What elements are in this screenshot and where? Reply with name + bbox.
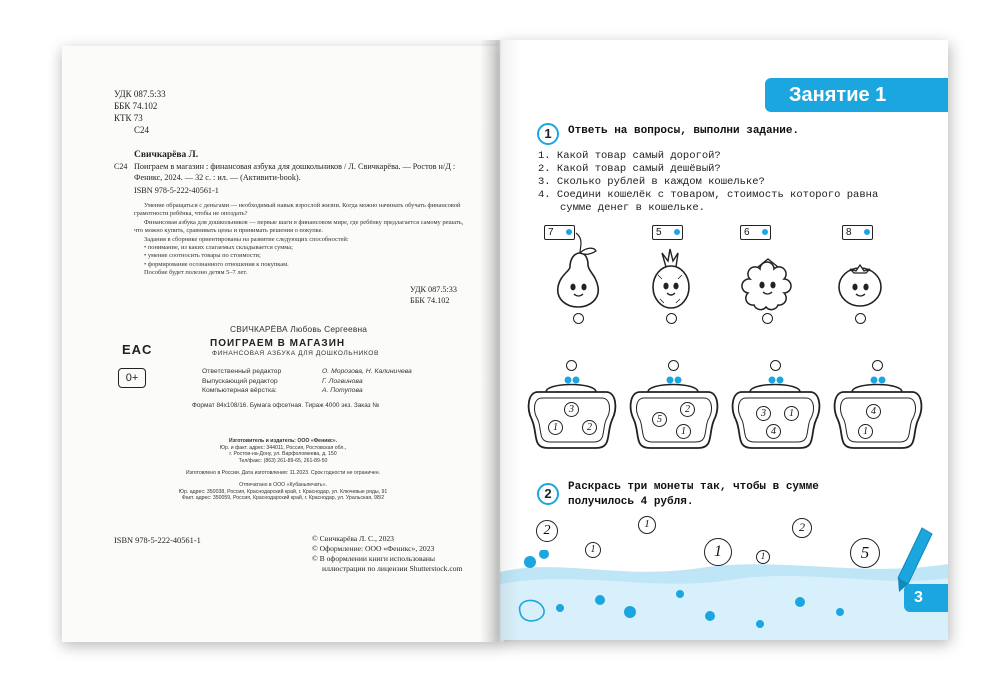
book-title: ПОИГРАЕМ В МАГАЗИН [210, 338, 346, 349]
annotation-paragraph: Пособие будет полезно детям 5–7 лет. [144, 269, 248, 277]
annotation-bullet: • понимание, из каких слагаемых складывается сумма; [144, 244, 293, 252]
catalog-code: С24 [114, 162, 128, 171]
connect-dot [666, 313, 677, 324]
purse [832, 358, 924, 454]
annotation-paragraph: Финансовая азбука для дошкольников — первые шаги в финансовом мире, где ребёнку предлагается самому решать, что можно купить, сравнивать цены и принимать решения о покупке. [134, 218, 464, 235]
task1-questions [538, 150, 908, 215]
coin: 5 [652, 412, 667, 427]
task-number-badge: 2 [537, 483, 559, 505]
lesson-banner [765, 78, 948, 112]
left-page [62, 46, 504, 642]
catalog-entry: Поиграем в магазин : финансовая азбука для дошкольников / Л. Свичкарёва. — Ростов н/Д : Феникс, 2024. — 32 с. : ил. — (Активити-book). [134, 162, 456, 182]
credit-row [202, 386, 452, 396]
product-raspberry [728, 223, 808, 328]
printer-line: Факт. адрес: 350059, Россия, Краснодарский край, г. Краснодар, ул. Уральская, 98/2 [181, 495, 385, 502]
coin[interactable]: 1 [756, 550, 770, 564]
task2-coins [500, 510, 948, 580]
purse-illustration [628, 358, 720, 454]
credit-row [202, 367, 452, 377]
coin: 1 [858, 424, 873, 439]
coin: 4 [766, 424, 781, 439]
price-value: 7 [548, 227, 554, 238]
printer-line: Отпечатано в ООО «Кубаньпечать». [239, 482, 327, 488]
udk-right-code: УДК 087.5:33 [410, 285, 457, 294]
question-item: 1. Какой товар самый дорогой? [538, 150, 721, 162]
credit-role: Выпускающий редактор [202, 377, 278, 385]
credit-name: О. Морозова, Н. Калиничева [322, 368, 412, 375]
udk-block [114, 88, 166, 136]
coin[interactable]: 1 [638, 516, 656, 534]
coin[interactable]: 5 [850, 538, 880, 568]
purse [730, 358, 822, 454]
connect-dot [573, 313, 584, 324]
format-line: Формат 84х108/16. Бумага офсетная. Тираж 4000 экз. Заказ № [192, 402, 380, 409]
made-in-line: Изготовлено в России. Дата изготовления: 11.2023. Срок годности не ограничен. [185, 470, 381, 476]
publisher-block [62, 438, 504, 464]
credit-role: Компьютерная вёрстка: [202, 387, 277, 395]
coin[interactable]: 1 [585, 542, 601, 558]
udk-code: УДК 087.5:33 [114, 89, 166, 99]
isbn-top: ISBN 978-5-222-40561-1 [134, 186, 219, 195]
annotation-bullet: • умение соотносить товары по стоимости; [144, 252, 261, 260]
coin[interactable]: 2 [792, 518, 812, 538]
price-value: 8 [846, 227, 852, 238]
coin: 1 [784, 406, 799, 421]
right-page [500, 40, 948, 640]
pear-illustration [540, 223, 620, 323]
lesson-title: Занятие 1 [789, 84, 887, 106]
publisher-line: Изготовитель и издатель: ООО «Феникс». [228, 438, 338, 444]
publisher-line: Тел/факс: (863) 261-89-65, 261-89-50 [238, 457, 328, 464]
price-value: 5 [656, 227, 662, 238]
products-row [540, 223, 920, 328]
price-value: 6 [744, 227, 750, 238]
question-item: 2. Какой товар самый дешёвый? [538, 163, 721, 175]
product-tomato [822, 223, 902, 328]
credit-name: Г. Логвинова [322, 377, 363, 385]
purse [526, 358, 618, 454]
publisher-line: г. Ростов-на-Дону, ул. Варфоломеева, д. 150 [229, 451, 337, 458]
bbk-right-code: ББК 74.102 [410, 296, 450, 305]
credit-row [202, 377, 452, 387]
printer-line: Юр. адрес: 350038, Россия, Краснодарский край, г. Краснодар, ул. Ключевые ряды, 91 [178, 488, 388, 495]
annotation [134, 202, 464, 278]
task2-heading: Раскрась три монеты так, чтобы в сумме получилось 4 рубля. [568, 481, 819, 508]
task-number-badge: 1 [537, 123, 559, 145]
copyright-block [312, 534, 462, 574]
copyright-line: © Свичкарёва Л. С., 2023 [312, 534, 394, 543]
author-full-name: СВИЧКАРЁВА Любовь Сергеевна [230, 324, 368, 334]
coin[interactable]: 1 [704, 538, 732, 566]
connect-dot [855, 313, 866, 324]
ktk-code: КТК 73 [114, 113, 143, 123]
coin: 4 [866, 404, 881, 419]
coin: 1 [548, 420, 563, 435]
purses-row [520, 358, 940, 458]
annotation-paragraph: Умение обращаться с деньгами — необходимый навык взрослой жизни. Когда можно начинать обучать финансовой грамотности ребёнка, чтобы не опоздать? [134, 202, 461, 218]
copyright-line: © В оформлении книги использованы [312, 554, 435, 563]
task1-heading: Ответь на вопросы, выполни задание. [568, 125, 800, 137]
publisher-line: Юр. и факт. адрес: 344011, Россия, Ростовская обл., [219, 444, 347, 451]
coin: 3 [756, 406, 771, 421]
credits [202, 367, 452, 396]
credit-role: Ответственный редактор [202, 368, 282, 375]
copyright-line: иллюстрации по лицензии Shutterstock.com [322, 564, 463, 573]
coin: 3 [564, 402, 579, 417]
annotation-bullet: • формирование осознанного отношения к покупкам. [144, 260, 289, 268]
connect-dot [762, 313, 773, 324]
page-number: 3 [904, 584, 948, 612]
annotation-paragraph: Задания в сборнике ориентированы на развитие следующих способностей: [144, 235, 349, 243]
age-rating-badge: 0+ [118, 368, 146, 388]
copyright-line: © Оформление: ООО «Феникс», 2023 [312, 544, 435, 553]
credit-name: А. Потупова [322, 387, 363, 395]
udk-right [410, 284, 457, 306]
isbn-bottom: ISBN 978-5-222-40561-1 [114, 536, 201, 545]
purse [628, 358, 720, 454]
coin: 2 [582, 420, 597, 435]
book-subtitle: ФИНАНСОВАЯ АЗБУКА ДЛЯ ДОШКОЛЬНИКОВ [212, 350, 380, 357]
coin: 2 [680, 402, 695, 417]
pineapple-illustration [632, 223, 712, 323]
raspberry-illustration [728, 223, 808, 323]
coin[interactable]: 2 [536, 520, 558, 542]
bbk-code: ББК 74.102 [114, 101, 158, 111]
printer-block [62, 482, 504, 502]
tomato-illustration [822, 223, 902, 323]
author-sign: С24 [134, 125, 150, 135]
question-item: 3. Сколько рублей в каждом кошельке? [538, 176, 765, 188]
coin: 1 [676, 424, 691, 439]
product-pineapple [632, 223, 712, 328]
question-item: 4. Соедини кошелёк с товаром, стоимость которого равна сумме денег в кошельке. [538, 189, 879, 214]
author-heading: Свичкарёва Л. [134, 150, 199, 160]
purse-illustration [730, 358, 822, 454]
eac-mark: EAC [122, 342, 153, 357]
product-pear [540, 223, 620, 328]
